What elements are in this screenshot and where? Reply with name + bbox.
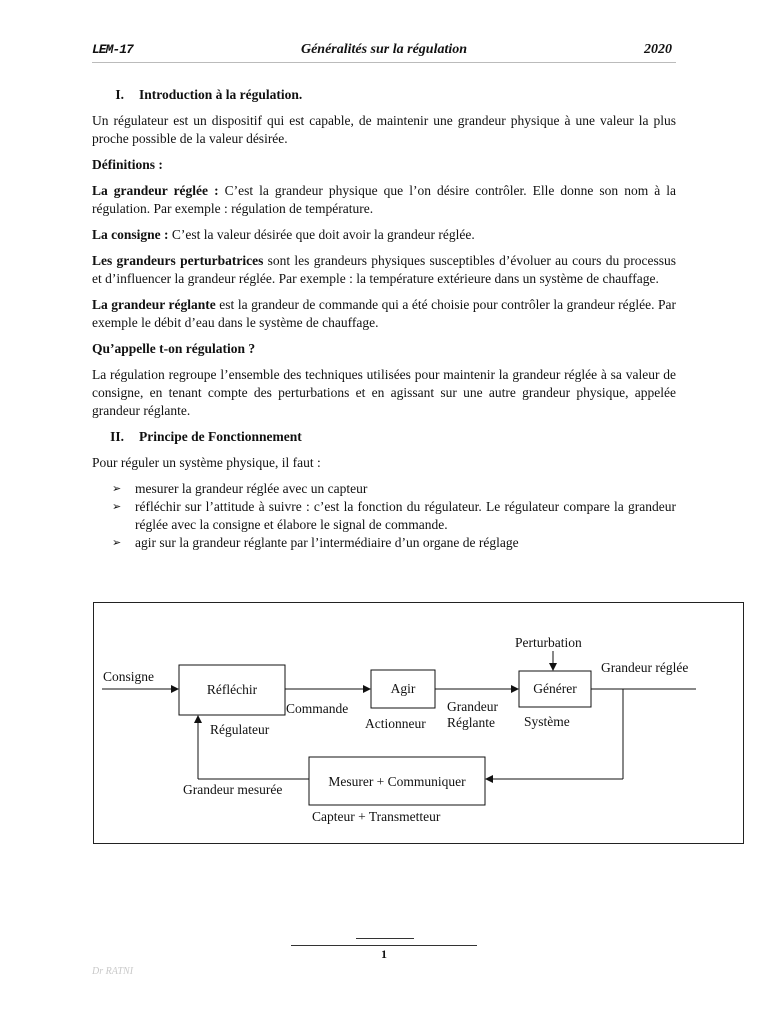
label-grandeur-reglante-1: Grandeur [447,699,498,714]
definition-item [92,226,676,244]
list-item-text: agir sur la grandeur réglante par l’intermédiaire d’un organe de réglage [135,535,519,550]
section-title: Principe de Fonctionnement [139,429,302,444]
definition-text: C’est la valeur désirée que doit avoir la grandeur réglée. [168,227,475,242]
header-year: 2020 [644,42,672,57]
list-item [92,498,676,534]
header-divider [92,62,676,63]
definition-term: La grandeur réglante [92,297,216,312]
label-actionneur: Actionneur [365,716,426,731]
section-number: I. [115,87,124,102]
arrow-bullet-icon: ➢ [112,501,122,513]
definition-term: La grandeur réglée : [92,183,219,198]
list-item-text: mesurer la grandeur réglée avec un capteur [135,481,368,496]
label-commande: Commande [286,701,349,716]
label-grandeur-reglee: Grandeur réglée [601,660,689,675]
section-title: Introduction à la régulation. [139,87,303,102]
label-perturbation: Perturbation [515,635,582,650]
intro-paragraph: Un régulateur est un dispositif qui est capable, de maintenir une grandeur physique à une valeur la plus proche possible de la valeur désirée. [92,113,676,146]
header-title: Généralités sur la régulation [300,42,468,57]
definition-text: C’est la grandeur physique que l’on désire contrôler. Elle donne son nom à la régulation. Par exemple : régulation de température. [92,183,676,216]
list-item [92,480,676,498]
definition-item [92,182,676,218]
arrow-bullet-icon: ➢ [112,537,122,549]
label-grandeur-mesuree: Grandeur mesurée [183,782,283,797]
section-number: II. [110,429,124,444]
page-number: 1 [381,947,387,961]
label-grandeur-reglante-2: Réglante [447,715,495,730]
principle-list [92,480,676,552]
label-systeme: Système [524,714,570,729]
author-watermark: Dr RATNI [92,966,134,977]
header-code: LEM-17 [92,42,133,57]
definition-text: est la grandeur de commande qui a été choisie pour contrôler la grandeur réglée. Par exemple le débit d’eau dans le système de chauffage. [92,297,676,330]
list-item [92,534,676,552]
list-item-text: réfléchir sur l’attitude à suivre : c’est la fonction du régulateur. Le régulateur compare la grandeur réglée avec la consigne et élabore le signal de commande. [135,499,676,532]
control-loop-diagram [93,602,744,844]
definitions-heading: Définitions : [92,157,163,172]
arrow-bullet-icon: ➢ [112,483,122,495]
footer-rule-short [356,938,414,939]
definition-term: La consigne : [92,227,169,242]
label-mesurer: Mesurer + Communiquer [328,774,466,789]
document-body [92,82,676,552]
footer-rule-long [291,945,477,946]
question-answer: La régulation regroupe l’ensemble des techniques utilisées pour maintenir la grandeur réglée à sa valeur de consigne, en tenant compte des perturbations et en agissant sur une autre grandeur physique, appelée grandeur réglante. [92,367,676,418]
section-heading-2 [92,428,676,446]
definition-term: Les grandeurs perturbatrices [92,253,264,268]
label-reflechir: Réfléchir [206,682,258,697]
definition-item [92,252,676,288]
label-capteur: Capteur + Transmetteur [312,809,441,824]
label-generer: Générer [533,681,577,696]
principle-intro: Pour réguler un système physique, il faut : [92,455,321,470]
label-consigne: Consigne [103,669,155,684]
definition-item [92,296,676,332]
section-heading-1 [92,86,676,104]
label-regulateur: Régulateur [210,722,270,737]
definition-text: sont les grandeurs physiques susceptibles d’évoluer au cours du processus et d’influencer la grandeur réglée. Par exemple : la température extérieure dans un système de chauffage. [92,253,676,286]
label-agir: Agir [390,681,416,696]
question-heading: Qu’appelle t-on régulation ? [92,341,256,356]
